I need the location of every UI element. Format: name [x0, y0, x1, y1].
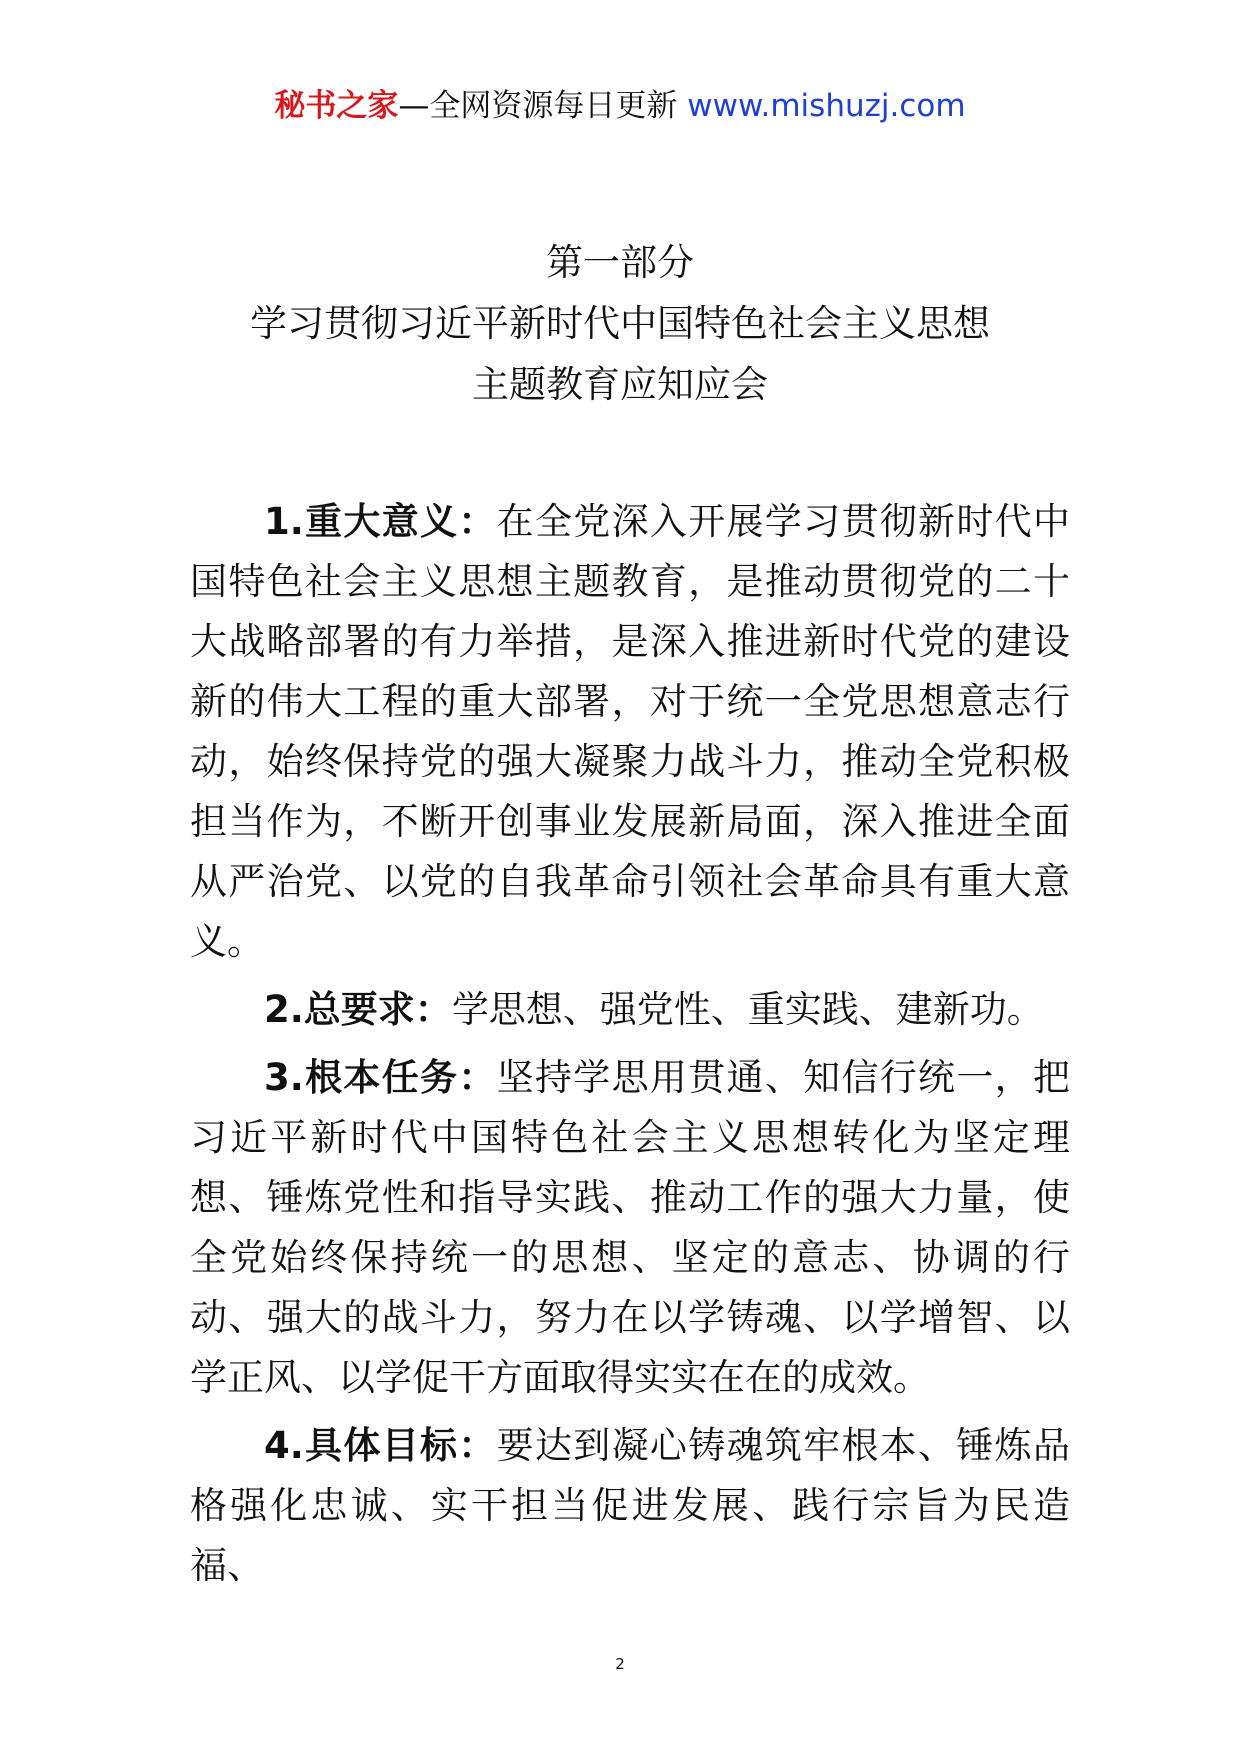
site-header: [0, 86, 1240, 126]
page-number: 2: [615, 1655, 625, 1673]
paragraph-text: 要达到凝心铸魂筑牢根本、锤炼品格强化忠诚、实干担当促进发展、践行宗旨为民造福、: [190, 1424, 1070, 1587]
paragraph-lead: 1.重大意义：: [264, 500, 497, 543]
paragraph-fundamental-task: [190, 1048, 1070, 1408]
document-body: [190, 492, 1070, 1596]
paragraph-general-requirement: [190, 980, 1070, 1040]
header-slogan: —全网资源每日更新: [398, 88, 678, 124]
brand-name: 秘书之家: [274, 88, 399, 124]
header-url-link[interactable]: www.mishuzj.com: [687, 88, 966, 124]
paragraph-significance: [190, 492, 1070, 972]
paragraph-text: 坚持学思用贯通、知信行统一，把习近平新时代中国特色社会主义思想转化为坚定理想、锤炼党性和指导实践、推动工作的强大力量，使全党始终保持统一的思想、坚定的意志、协调的行动、强大的战斗力，努力在以学铸魂、以学增智、以学正风、以学促干方面取得实实在在的成效。: [190, 1056, 1070, 1399]
title-line-1: 学习贯彻习近平新时代中国特色社会主义思想: [250, 302, 990, 345]
paragraph-lead: 2.总要求：: [264, 988, 452, 1031]
title-line-2: 主题教育应知应会: [472, 363, 768, 406]
section-title: [0, 232, 1240, 415]
paragraph-lead: 4.具体目标：: [264, 1424, 497, 1467]
paragraph-specific-goals: [190, 1416, 1070, 1596]
paragraph-lead: 3.根本任务：: [264, 1056, 497, 1099]
paragraph-text: 学思想、强党性、重实践、建新功。: [451, 988, 1044, 1031]
paragraph-text: 在全党深入开展学习贯彻新时代中国特色社会主义思想主题教育，是推动贯彻党的二十大战略部署的有力举措，是深入推进新时代党的建设新的伟大工程的重大部署，对于统一全党思想意志行动，始终保持党的强大凝聚力战斗力，推动全党积极担当作为，不断开创事业发展新局面，深入推进全面从严治党、以党的自我革命引领社会革命具有重大意义。: [190, 500, 1070, 963]
part-heading: 第一部分: [546, 241, 694, 284]
